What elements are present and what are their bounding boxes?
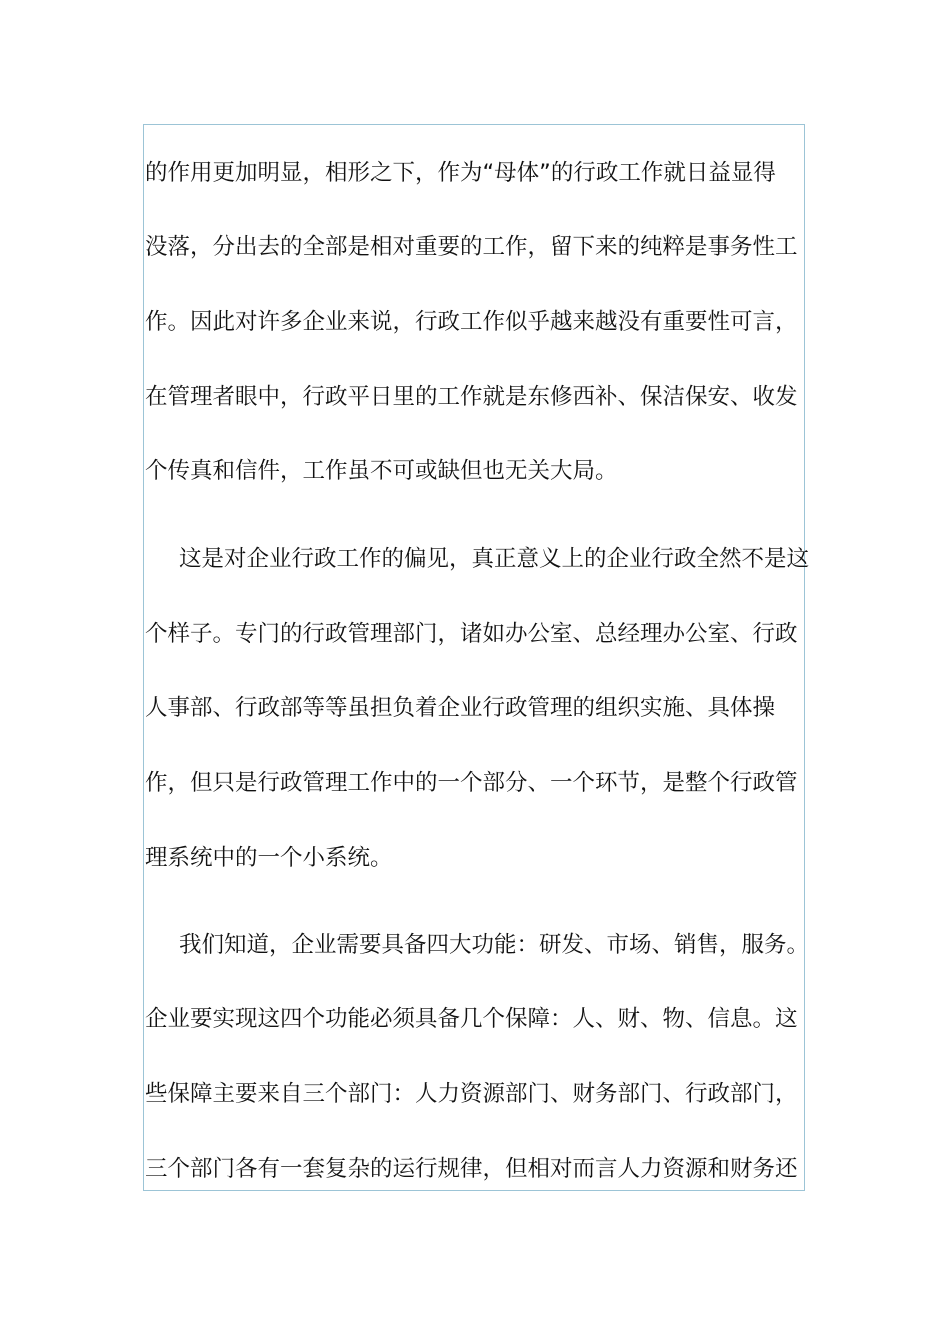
text-line: 在管理者眼中，行政平日里的工作就是东修西补、保洁保安、收发 [145, 384, 798, 410]
text-line: 人事部、行政部等等虽担负着企业行政管理的组织实施、具体操 [145, 695, 776, 721]
paragraph-first-line: 这是对企业行政工作的偏见，真正意义上的企业行政全然不是这 [179, 546, 810, 572]
text-line: 个样子。专门的行政管理部门，诸如办公室、总经理办公室、行政 [145, 621, 798, 647]
text-line: 些保障主要来自三个部门：人力资源部门、财务部门、行政部门， [145, 1081, 798, 1107]
text-line: 企业要实现这四个功能必须具备几个保障：人、财、物、信息。这 [145, 1006, 798, 1032]
text-line: 作。因此对许多企业来说，行政工作似乎越来越没有重要性可言， [145, 309, 798, 335]
text-line: 没落，分出去的全部是相对重要的工作，留下来的纯粹是事务性工 [145, 234, 798, 260]
text-line: 的作用更加明显，相形之下，作为“母体”的行政工作就日益显得 [145, 160, 776, 186]
text-line: 作，但只是行政管理工作中的一个部分、一个环节，是整个行政管 [145, 770, 798, 796]
paragraph-first-line: 我们知道，企业需要具备四大功能：研发、市场、销售，服务。 [179, 932, 810, 958]
text-line: 三个部门各有一套复杂的运行规律，但相对而言人力资源和财务还 [145, 1156, 798, 1182]
text-line: 理系统中的一个小系统。 [145, 845, 393, 871]
text-line: 个传真和信件，工作虽不可或缺但也无关大局。 [145, 458, 618, 484]
